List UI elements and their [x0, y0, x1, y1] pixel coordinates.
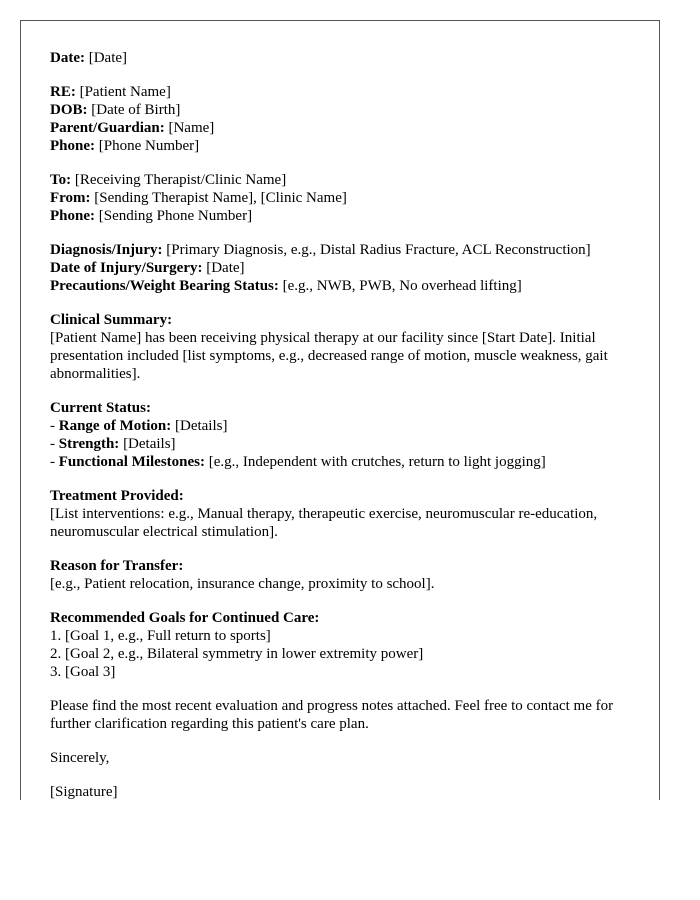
dob-value: [Date of Birth] — [91, 102, 181, 118]
patient-phone-label: Phone: — [50, 138, 95, 154]
from-line — [50, 189, 650, 207]
from-value: [Sending Therapist Name], [Clinic Name] — [94, 190, 347, 206]
letter-page — [20, 20, 660, 800]
dob-label: DOB: — [50, 102, 88, 118]
salutation-section — [50, 749, 650, 767]
transfer-section — [50, 557, 650, 593]
treatment-heading: Treatment Provided: — [50, 488, 184, 504]
status-item-prefix: - — [50, 436, 59, 452]
transfer-text: [e.g., Patient relocation, insurance change, proximity to school]. — [50, 576, 435, 592]
re-value: [Patient Name] — [79, 84, 171, 100]
status-item-value: [Details] — [123, 436, 176, 452]
status-item-strength — [50, 435, 650, 453]
injury-date-value: [Date] — [206, 260, 245, 276]
status-item-functional-milestones — [50, 453, 650, 471]
date-section — [50, 49, 650, 67]
signature-section — [50, 783, 650, 800]
guardian-value: [Name] — [168, 120, 215, 136]
re-label: RE: — [50, 84, 76, 100]
current-status-heading: Current Status: — [50, 400, 151, 416]
diagnosis-label: Diagnosis/Injury: — [50, 242, 163, 258]
to-value: [Receiving Therapist/Clinic Name] — [74, 172, 287, 188]
to-label: To: — [50, 172, 72, 188]
status-item-prefix: - — [50, 418, 59, 434]
guardian-label: Parent/Guardian: — [50, 120, 165, 136]
precautions-line — [50, 277, 650, 295]
diagnosis-section — [50, 241, 650, 295]
goal-item: 2. [Goal 2, e.g., Bilateral symmetry in lower extremity power] — [50, 646, 424, 662]
closing-text: Please find the most recent evaluation and progress notes attached. Feel free to contact me for further clarification regarding this patient's care plan. — [50, 698, 614, 732]
sender-phone-label: Phone: — [50, 208, 95, 224]
goal-item: 1. [Goal 1, e.g., Full return to sports] — [50, 628, 271, 644]
goals-heading: Recommended Goals for Continued Care: — [50, 610, 320, 626]
patient-section — [50, 83, 650, 155]
current-status-section — [50, 399, 650, 471]
date-label: Date: — [50, 50, 85, 66]
status-item-label: Strength: — [58, 436, 120, 452]
treatment-text: [List interventions: e.g., Manual therapy, therapeutic exercise, neuromuscular re-education, neuromuscular electrical stimulation]. — [50, 506, 598, 540]
dob-line — [50, 101, 650, 119]
guardian-line — [50, 119, 650, 137]
transfer-heading: Reason for Transfer: — [50, 558, 184, 574]
precautions-value: [e.g., NWB, PWB, No overhead lifting] — [282, 278, 522, 294]
re-line — [50, 83, 650, 101]
injury-date-line — [50, 259, 650, 277]
to-line — [50, 171, 650, 189]
closing-section — [50, 697, 650, 733]
signature: [Signature] — [50, 784, 118, 800]
clinical-summary-section — [50, 311, 650, 383]
goals-section — [50, 609, 650, 681]
status-item-label: Functional Milestones: — [58, 454, 205, 470]
date-value: [Date] — [88, 50, 128, 66]
diagnosis-line — [50, 241, 650, 259]
treatment-section — [50, 487, 650, 541]
clinical-summary-text: [Patient Name] has been receiving physical therapy at our facility since [Start Date]. Initial presentation included [list symptoms, e.g., decreased range of motion, muscle weakness, gait abnormalities]. — [50, 330, 608, 382]
status-item-value: [Details] — [175, 418, 228, 434]
salutation: Sincerely, — [50, 750, 110, 766]
patient-phone-value: [Phone Number] — [98, 138, 200, 154]
goal-item: 3. [Goal 3] — [50, 664, 116, 680]
sender-phone-line — [50, 207, 650, 225]
status-item-label: Range of Motion: — [58, 418, 172, 434]
letter-body — [50, 49, 650, 800]
routing-section — [50, 171, 650, 225]
from-label: From: — [50, 190, 91, 206]
status-item-value: [e.g., Independent with crutches, return to light jogging] — [208, 454, 546, 470]
status-item-prefix: - — [50, 454, 59, 470]
clinical-summary-heading: Clinical Summary: — [50, 312, 173, 328]
diagnosis-value: [Primary Diagnosis, e.g., Distal Radius Fracture, ACL Reconstruction] — [166, 242, 591, 258]
patient-phone-line — [50, 137, 650, 155]
date-line — [50, 49, 650, 67]
status-item-range-of-motion — [50, 417, 650, 435]
injury-date-label: Date of Injury/Surgery: — [50, 260, 203, 276]
sender-phone-value: [Sending Phone Number] — [98, 208, 253, 224]
precautions-label: Precautions/Weight Bearing Status: — [50, 278, 279, 294]
